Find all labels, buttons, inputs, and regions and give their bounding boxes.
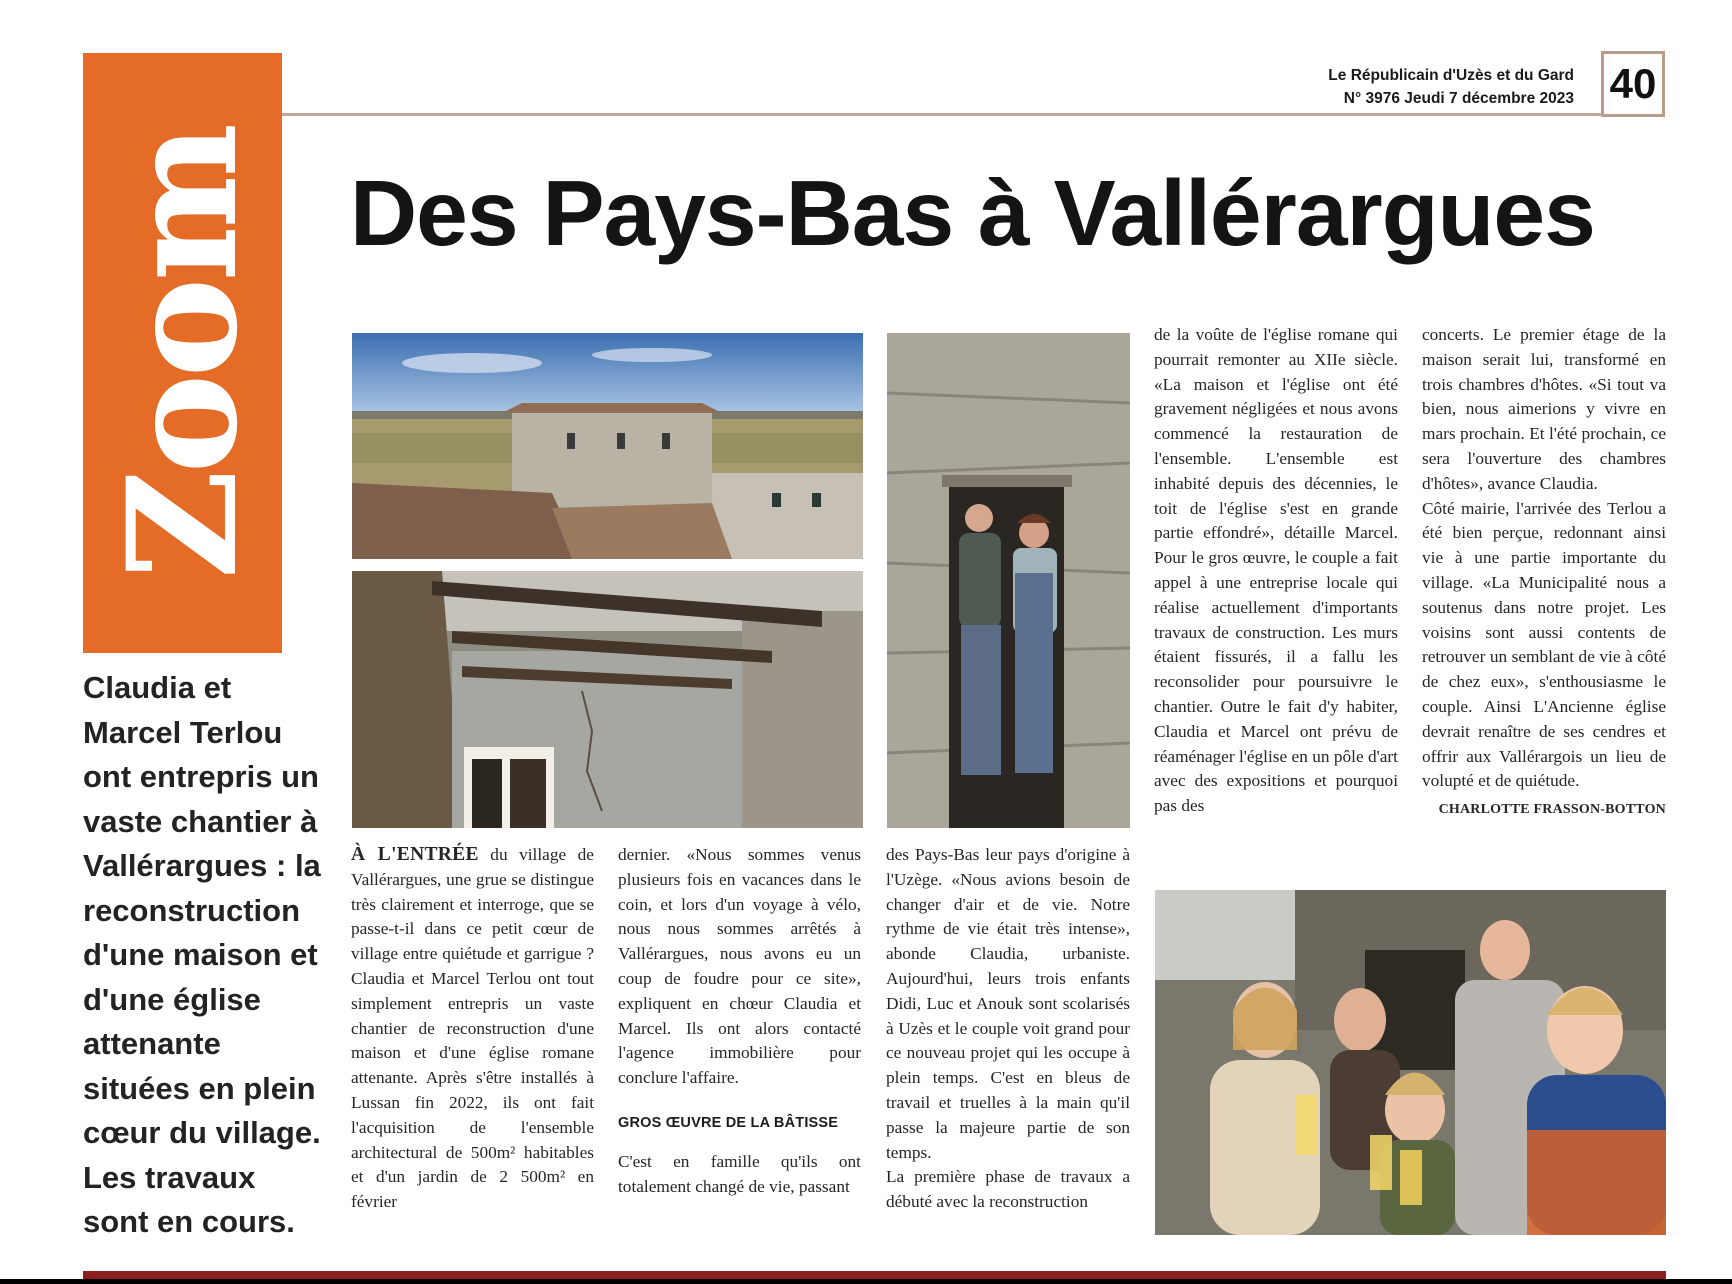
bottom-edge — [0, 1279, 1732, 1284]
bottom-rule — [83, 1271, 1666, 1279]
section-label: Zoom — [95, 126, 271, 580]
article-lead-caps: À L'ENTRÉE — [351, 844, 479, 865]
article-column-2 — [618, 843, 861, 1199]
article-text: Côté mairie, l'arrivée des Terlou a été bien perçue, redonnant ainsi vie à une partie importante du village. «La Municipalité nous a soutenus dans notre projet. Les voisins sont aussi contents de retrouver un semblant de vie à côté de chez eux», s'enthousiasme le couple. Ainsi L'Ancienne église devrait renaître de ses cendres et offrir aux Vallérargois un lieu de volupté et de quiétude. — [1422, 498, 1666, 791]
article-text: des Pays-Bas leur pays d'origine à l'Uzège. «Nous avions besoin de changer d'air et de vie. Notre rythme de vie était très intense», abonde Claudia, urbaniste. Aujourd'hui, leurs trois enfants Didi, Luc et Anouk sont scolarisés à Uzès et le couple voit grand pour ce nouveau projet qui les occupe à plein temps. C'est en bleus de travail et truelles à la main qu'il passe la majeure partie de son temps. — [886, 845, 1130, 1162]
author-signature: CHARLOTTE FRASSON-BOTTON — [1438, 802, 1666, 818]
issue-date: N° 3976 Jeudi 7 décembre 2023 — [1343, 90, 1574, 107]
article-column-4 — [1154, 323, 1398, 819]
photo-village-aerial — [352, 333, 863, 559]
standfirst-paragraph: Les travaux sont en cours. — [83, 1159, 295, 1239]
masthead-rule — [282, 113, 1616, 116]
publication-info — [1328, 64, 1574, 110]
article-text: de la voûte de l'église romane qui pourrait remonter au XIIe siècle. «La maison et l'église ont été gravement négligées et nous avons commencé la restauration de l'ensemble. L'ensemble est inhabité depuis des décennies, le toit de l'église s'est en grande partie effondré», détaille Marcel. Pour le gros œuvre, le couple a fait appel à une entreprise locale qui réalise actuellement d'importants travaux de construction. Les murs étaient fissurés, il a fallu les reconsolider pour poursuivre le chantier. Outre le fait d'y habiter, Claudia et Marcel ont prévu de réaménager l'église en un pôle d'art avec des expositions et pourquoi pas des — [1154, 325, 1398, 816]
publication-name: Le Républicain d'Uzès et du Gard — [1328, 67, 1574, 84]
article-column-3 — [886, 843, 1130, 1215]
article-text: La première phase de travaux a débuté avec la reconstruction — [886, 1167, 1130, 1212]
photo-family-toast — [1155, 890, 1666, 1235]
article-text: dernier. «Nous sommes venus plusieurs fois en vacances dans le coin, et lors d'un voyage à vélo, nous nous sommes arrêtés à Vallérargues, nous avons eu un coup de foudre pour ce site», expliquent en chœur Claudia et Marcel. Ils ont alors contacté l'agence immobilière pour conclure l'affaire. — [618, 845, 861, 1088]
headline: Des Pays-Bas à Vallérargues — [350, 161, 1595, 265]
photo-couple-doorway — [887, 333, 1130, 828]
standfirst — [83, 666, 328, 1245]
section-banner — [83, 53, 282, 653]
article-text: concerts. Le premier étage de la maison serait lui, transformé en trois chambres d'hôtes. «Si tout va bien, nous aimerions y vivre en mars prochain. Et l'été prochain, ce sera l'ouverture des chambres d'hôtes», avance Claudia. — [1422, 325, 1666, 493]
standfirst-paragraph: Claudia et Marcel Terlou ont entrepris un vaste chantier à Vallérargues : la reconstruction d'une maison et d'une église attenante situées en plein cœur du village. — [83, 670, 321, 1150]
article-column-1 — [351, 843, 594, 1215]
article-subhead: GROS ŒUVRE DE LA BÂTISSE — [618, 1114, 839, 1131]
photo-ruined-interior — [352, 571, 863, 828]
article-text: du village de Vallérargues, une grue se distingue très clairement et interroge, que se passe-t-il dans ce petit cœur de village entre quiétude et garrigue ? Claudia et Marcel Terlou ont tout simplement entrepris un vaste chantier de reconstruction d'une maison et d'une église romane attenante. Après s'être installés à Lussan fin 2022, ils ont fait l'acquisition de l'ensemble architectural de 500m² habitables et d'un jardin de 2 500m² en février — [351, 845, 594, 1212]
page-number: 40 — [1601, 51, 1665, 117]
article-text: C'est en famille qu'ils ont totalement changé de vie, passant — [618, 1151, 861, 1196]
article-column-5 — [1422, 323, 1666, 823]
